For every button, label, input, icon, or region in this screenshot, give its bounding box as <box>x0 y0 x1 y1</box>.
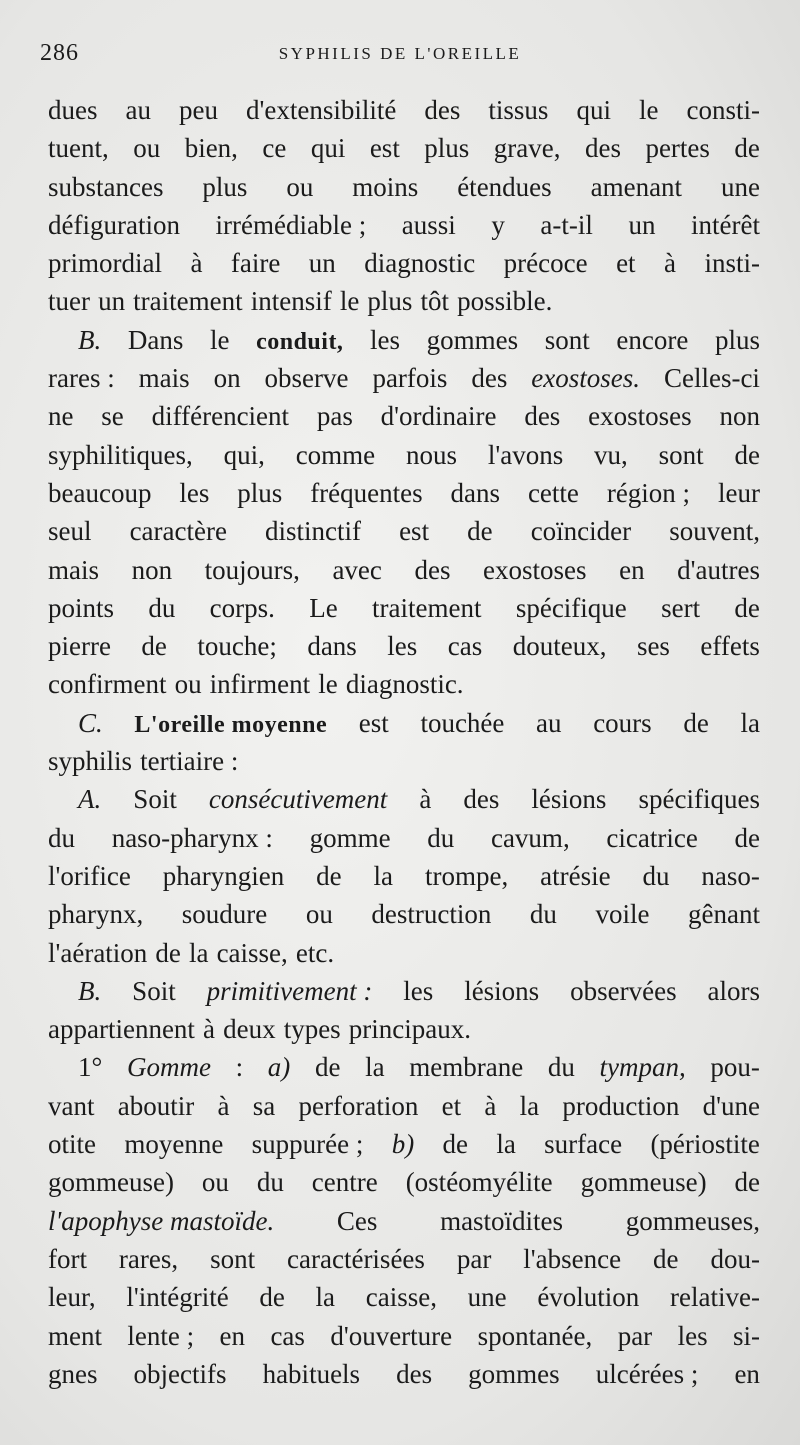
word: à <box>419 784 432 815</box>
word: dues <box>48 95 98 125</box>
word: l'avons <box>487 439 564 470</box>
word: cicatrice <box>606 822 698 853</box>
word: est <box>369 133 400 164</box>
word: : <box>235 1052 244 1083</box>
word: points <box>48 592 115 623</box>
word: A. <box>78 784 102 815</box>
word: l'absence <box>523 1243 622 1274</box>
word: corps. <box>209 592 275 623</box>
word: cas <box>270 1320 305 1351</box>
word: du <box>48 822 75 853</box>
word: primordial <box>48 248 162 279</box>
text-line <box>48 325 760 363</box>
word: est <box>399 516 430 547</box>
text-line <box>48 899 760 937</box>
text-line <box>48 248 760 286</box>
word: sont <box>544 324 590 355</box>
word: fort <box>48 1243 87 1274</box>
word: caisse, <box>216 937 288 968</box>
text-line <box>48 1167 760 1205</box>
word: trompe, <box>424 860 509 891</box>
word: de <box>155 937 181 968</box>
word: irrémédiable ; <box>215 209 367 240</box>
word: soudure <box>181 899 268 930</box>
word: de <box>734 439 760 470</box>
text-line <box>48 976 760 1014</box>
word: exostoses <box>588 401 692 432</box>
word: spécifiques <box>638 784 760 815</box>
word: qui <box>576 95 611 125</box>
word: relative- <box>670 1282 760 1313</box>
word: lésions <box>531 784 607 815</box>
word: de <box>653 1243 679 1274</box>
text-line <box>48 440 760 478</box>
word: est <box>358 707 389 738</box>
word: le <box>318 669 338 700</box>
running-title: SYPHILIS DE L'OREILLE <box>278 44 522 63</box>
word: touche; <box>197 631 277 662</box>
word: syphilis <box>48 746 133 777</box>
word: mais <box>48 554 99 585</box>
text-line <box>48 1014 760 1052</box>
word: rares : <box>48 363 115 394</box>
word: observe <box>264 363 349 394</box>
word: membrane <box>409 1052 524 1083</box>
word: Soit <box>132 975 176 1006</box>
word: les <box>403 975 434 1006</box>
text-line <box>48 133 760 171</box>
word: caractère <box>129 516 227 547</box>
word: la <box>365 1052 385 1083</box>
word: fréquentes <box>310 477 423 508</box>
word: L'oreille moyenne <box>134 711 328 738</box>
word: exostoses <box>483 554 587 585</box>
word: surface <box>544 1129 623 1160</box>
word: leur <box>717 477 760 508</box>
word: tertiaire : <box>140 746 239 777</box>
text-line <box>48 631 760 669</box>
word: une <box>467 1282 507 1313</box>
word: à <box>664 248 676 279</box>
word: ne <box>48 401 74 432</box>
word: à <box>217 1090 230 1121</box>
word: de <box>683 707 709 738</box>
word: l'aération <box>48 937 148 968</box>
text-line <box>48 363 760 401</box>
word: sont <box>210 1243 256 1274</box>
word: parfois <box>372 363 448 394</box>
word: région ; <box>606 477 691 508</box>
word: gênant <box>687 899 760 930</box>
text-line <box>48 1359 760 1397</box>
word: perforation <box>298 1090 419 1121</box>
word: a-t-il <box>540 209 593 240</box>
text-line <box>48 210 760 248</box>
word: y <box>491 209 505 240</box>
word: seul <box>48 516 92 547</box>
text-line <box>48 95 760 133</box>
text-line <box>48 861 760 899</box>
word: pas <box>316 401 353 432</box>
word: cavum, <box>490 822 570 853</box>
word: pharyngien <box>162 860 285 891</box>
word: alors <box>707 975 760 1006</box>
word: des <box>463 784 500 815</box>
word: objectifs <box>133 1358 227 1389</box>
word: si- <box>732 1320 760 1351</box>
word: en <box>619 554 645 585</box>
word: gommeuse) <box>48 1167 174 1198</box>
word: touchée <box>420 707 505 738</box>
word: destruction <box>371 899 492 930</box>
word: caisse, <box>365 1282 437 1313</box>
word: tympan, <box>599 1052 686 1083</box>
word: le <box>209 324 230 355</box>
word: gommes <box>426 324 519 355</box>
word: B. <box>78 324 102 355</box>
text-line <box>48 1206 760 1244</box>
page-number: 286 <box>40 40 79 66</box>
word: observées <box>570 975 677 1006</box>
word: ou <box>201 1167 229 1198</box>
text-line <box>48 1321 760 1359</box>
word: ou <box>133 133 161 164</box>
word: un <box>98 286 126 317</box>
word: conduit, <box>256 328 344 355</box>
body-text <box>48 95 760 1397</box>
word: de <box>734 822 760 853</box>
text-line <box>48 478 760 516</box>
word: d'autres <box>677 554 760 585</box>
word: le <box>638 95 659 125</box>
word: vu, <box>594 439 628 470</box>
word: mais <box>138 363 190 394</box>
word: gnes <box>48 1358 98 1389</box>
word: suppurée ; <box>251 1129 364 1160</box>
word: infirment <box>209 669 311 700</box>
word: la <box>315 1282 336 1313</box>
word: toujours, <box>204 554 300 585</box>
word: C. <box>78 707 103 738</box>
word: production <box>562 1090 680 1121</box>
word: du <box>529 899 557 930</box>
word: voile <box>595 899 650 930</box>
word: moyenne <box>124 1129 224 1160</box>
word: exostoses. <box>531 363 641 394</box>
word: non <box>719 401 760 432</box>
word: ou <box>286 171 314 202</box>
word: la <box>188 937 209 968</box>
text-line <box>48 555 760 593</box>
word: atrésie <box>540 860 611 891</box>
word: b) <box>391 1129 415 1160</box>
word: faire <box>230 248 281 279</box>
text-line <box>48 1282 760 1320</box>
text-line <box>48 1091 760 1129</box>
word: avec <box>332 554 382 585</box>
word: comme <box>295 439 376 470</box>
word: ou <box>305 899 333 930</box>
text-line <box>48 1244 760 1282</box>
word: gommeuse) <box>580 1167 707 1198</box>
word: gomme <box>309 822 391 853</box>
text-line <box>48 1129 760 1167</box>
word: de <box>259 1282 285 1313</box>
word: effets <box>700 631 760 662</box>
word: au <box>125 95 151 125</box>
word: du <box>256 1167 284 1198</box>
word: Le <box>309 592 338 623</box>
word: B. <box>78 975 102 1006</box>
word: on <box>213 363 241 394</box>
word: de <box>316 860 342 891</box>
word: plus <box>367 286 413 317</box>
word: intérêt <box>691 209 760 240</box>
word: ulcérées ; <box>595 1358 699 1389</box>
text-line <box>48 784 760 822</box>
word: aboutir <box>117 1090 195 1121</box>
word: par <box>456 1243 492 1274</box>
word: une <box>720 171 760 202</box>
word: spontanée, <box>477 1320 593 1351</box>
word: pierre <box>48 631 111 662</box>
word: tôt <box>420 286 450 317</box>
word: sert <box>661 592 701 623</box>
word: par <box>617 1320 653 1351</box>
word: à <box>484 1090 497 1121</box>
word: de <box>442 1129 468 1160</box>
word: spécifique <box>515 592 627 623</box>
word: de <box>734 133 760 164</box>
word: pertes <box>645 133 710 164</box>
word: Celles-ci <box>663 363 760 394</box>
word: des <box>414 554 451 585</box>
word: encore <box>616 324 689 355</box>
word: étendues <box>457 171 552 202</box>
word: (périostite <box>650 1129 760 1160</box>
word: sa <box>252 1090 276 1121</box>
word: gommes <box>468 1358 560 1389</box>
word: différencient <box>151 401 290 432</box>
word: possible. <box>457 286 553 317</box>
text-line <box>48 593 760 631</box>
word: pharynx, <box>48 899 144 930</box>
word: vant <box>48 1090 95 1121</box>
word: primitivement : <box>206 975 373 1006</box>
word: des <box>471 363 508 394</box>
word: plus <box>714 324 760 355</box>
word: les <box>677 1320 708 1351</box>
word: cas <box>447 631 483 662</box>
word: d'ordinaire <box>380 401 497 432</box>
word: plus <box>202 171 248 202</box>
word: dans <box>307 631 357 662</box>
word: consti- <box>686 95 760 125</box>
word: les <box>387 631 418 662</box>
word: lésions <box>464 975 540 1006</box>
word: beaucoup <box>48 477 152 508</box>
word: plus <box>424 133 470 164</box>
word: Soit <box>133 784 177 815</box>
word: amenant <box>590 171 683 202</box>
page-header <box>40 40 760 74</box>
word: d'ouverture <box>330 1320 453 1351</box>
word: appartiennent <box>48 1014 195 1045</box>
text-line <box>48 286 760 324</box>
word: habituels <box>262 1358 361 1389</box>
word: syphilitiques, <box>48 439 193 470</box>
word: gommeuses, <box>625 1205 760 1236</box>
text-line <box>48 1052 760 1090</box>
word: des <box>396 1358 433 1389</box>
word: substances <box>48 171 164 202</box>
word: mastoïdites <box>440 1205 564 1236</box>
word: douteux, <box>512 631 607 662</box>
word: confirment <box>48 669 167 700</box>
word: (ostéomyélite <box>405 1167 553 1198</box>
word: du <box>148 592 176 623</box>
word: de <box>141 631 167 662</box>
word: lente ; <box>127 1320 195 1351</box>
word: de <box>734 1167 760 1198</box>
word: intensif <box>250 286 332 317</box>
word: les <box>370 324 401 355</box>
word: des <box>424 95 461 125</box>
word: du <box>547 1052 575 1083</box>
word: de <box>467 516 493 547</box>
word: à <box>203 1014 216 1045</box>
word: du <box>427 822 455 853</box>
word: insti- <box>704 248 760 279</box>
text-line <box>48 669 760 707</box>
word: dou- <box>710 1243 760 1274</box>
word: Gomme <box>126 1052 211 1083</box>
word: deux <box>223 1014 276 1045</box>
word: de <box>314 1052 341 1083</box>
word: cours <box>593 707 652 738</box>
text-line <box>48 746 760 784</box>
text-line <box>48 401 760 439</box>
word: se <box>101 401 124 432</box>
word: nous <box>406 439 458 470</box>
word: Ces <box>336 1205 378 1236</box>
word: ou <box>174 669 202 700</box>
word: souvent, <box>669 516 760 547</box>
word: grave, <box>493 133 561 164</box>
word: à <box>190 248 203 279</box>
word: en <box>219 1320 246 1351</box>
word: leur, <box>48 1282 96 1313</box>
word: la <box>373 860 394 891</box>
word: tuer <box>48 286 90 317</box>
word: des <box>584 133 621 164</box>
word: un <box>628 209 656 240</box>
word: le <box>339 286 360 317</box>
word: rares, <box>118 1243 179 1274</box>
word: aussi <box>401 209 456 240</box>
word: des <box>524 401 561 432</box>
word: ses <box>636 631 670 662</box>
word: pou- <box>710 1052 760 1083</box>
word: ce <box>262 133 287 164</box>
text-line <box>48 708 760 746</box>
word: tuent, <box>48 133 109 164</box>
word: naso- <box>701 860 760 891</box>
word: l'orifice <box>48 860 131 891</box>
word: la <box>740 707 760 738</box>
word: traitement <box>133 286 243 317</box>
word: qui, <box>223 439 265 470</box>
word: traitement <box>372 592 482 623</box>
word: naso-pharynx : <box>111 822 273 853</box>
word: diagnostic <box>364 248 476 279</box>
word: distinctif <box>265 516 362 547</box>
word: non <box>131 554 173 585</box>
word: sont <box>658 439 704 470</box>
word: en <box>734 1358 760 1389</box>
word: ment <box>48 1320 102 1351</box>
word: otite <box>48 1129 96 1160</box>
word: évolution <box>537 1282 640 1313</box>
word: un <box>308 248 336 279</box>
word: principaux. <box>348 1014 471 1045</box>
word: plus <box>237 477 283 508</box>
word: et <box>441 1090 462 1121</box>
word: la <box>519 1090 540 1121</box>
word: centre <box>311 1167 378 1198</box>
word: caractérisées <box>287 1243 425 1274</box>
word: et <box>616 248 636 279</box>
word: précoce <box>503 248 588 279</box>
text-line <box>48 823 760 861</box>
word: etc. <box>295 937 335 968</box>
word: peu <box>179 95 218 125</box>
word: de <box>734 592 760 623</box>
word: les <box>179 477 210 508</box>
word: au <box>536 707 562 738</box>
word: du <box>642 860 670 891</box>
word: consécutivement <box>208 784 388 815</box>
text-line <box>48 172 760 210</box>
text-line <box>48 938 760 976</box>
word: l'intégrité <box>126 1282 229 1313</box>
word: a) <box>267 1052 291 1083</box>
word: coïncider <box>530 516 632 547</box>
word: moins <box>352 171 419 202</box>
word: défiguration <box>48 209 180 240</box>
word: d'une <box>702 1090 760 1121</box>
word: la <box>496 1129 516 1160</box>
word: types <box>283 1014 341 1045</box>
word: bien, <box>184 133 238 164</box>
word: Dans <box>127 324 184 355</box>
word: qui <box>310 133 346 164</box>
word: l'apophyse mastoïde. <box>48 1205 275 1236</box>
word: d'extensibilité <box>246 95 397 125</box>
word: diagnostic. <box>345 669 464 700</box>
word: dans <box>450 477 501 508</box>
word: cette <box>527 477 579 508</box>
word: 1° <box>78 1052 103 1083</box>
text-line <box>48 516 760 554</box>
word: tissus <box>488 95 549 125</box>
